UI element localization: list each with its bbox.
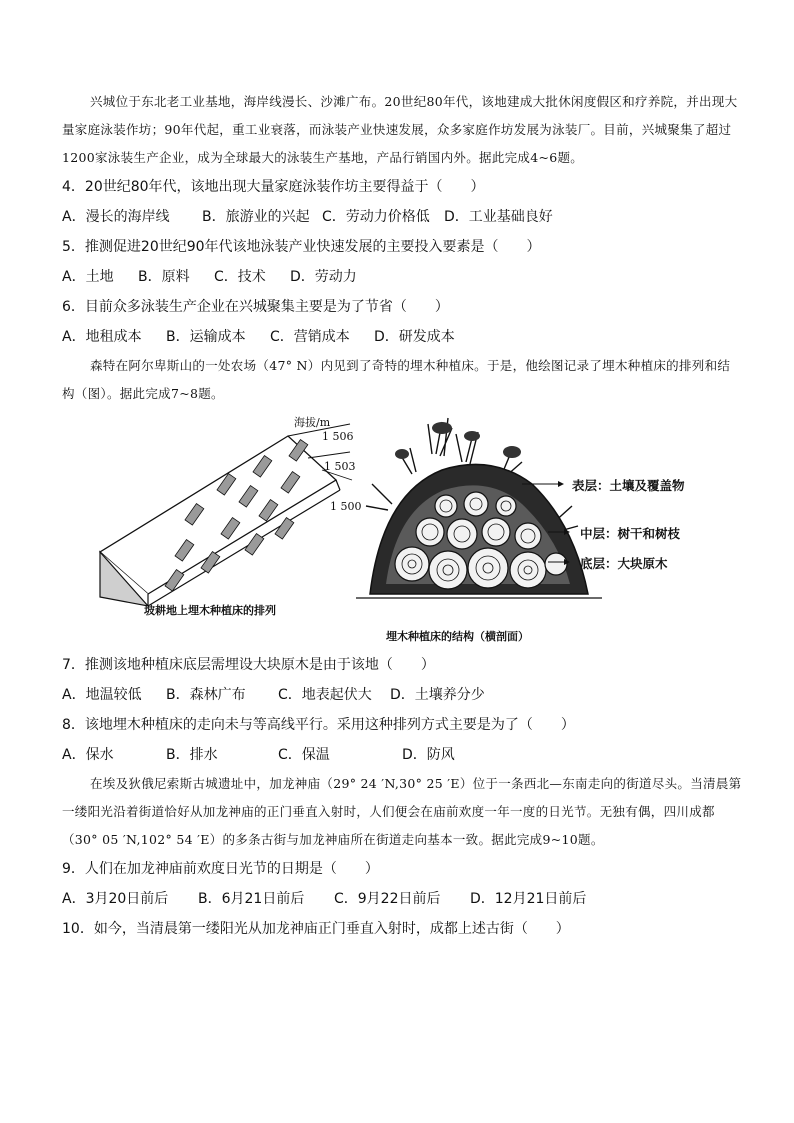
option-c: C．保温 — [278, 747, 330, 763]
option-b: B．森林广布 — [166, 687, 246, 703]
intro-paragraph-alps: 森特在阿尔卑斯山的一处农场（47° N）内见到了奇特的埋木种植床。于是，他绘图记录了埋木种植床的排列和结构（图）。据此完成7~8题。 — [62, 358, 731, 401]
option-d: D．防风 — [402, 747, 455, 763]
question-4: 4．20世纪80年代，该地出现大量家庭泳装作坊主要得益于（ ） — [62, 179, 485, 195]
question-9-options — [62, 884, 742, 914]
question-7-options — [62, 680, 742, 710]
question-9: 9．人们在加龙神庙前欢度日光节的日期是（ ） — [62, 861, 379, 877]
planting-bed-figure — [62, 414, 742, 646]
intro-paragraph-egypt: 在埃及狄俄尼索斯古城遗址中，加龙神庙（29° 24 ′N,30° 25 ′E）位于一条西北—东南走向的街道尽头。当清晨第一缕阳光沿着街道恰好从加龙神庙的正门垂直入射时，人们便会在庙前欢度一年一度的日光节。无独有偶，四川成都（30° 05 ′N,102° 54 ′E）的多条古街与加龙神庙所在街道走向基本一致。据此完成9~10题。 — [62, 776, 742, 847]
option-c: C．9月22日前后 — [334, 891, 441, 907]
question-7: 7．推测该地种植床底层需埋设大块原木是由于该地（ ） — [62, 657, 435, 673]
question-6: 6．目前众多泳装生产企业在兴城聚集主要是为了节省（ ） — [62, 299, 449, 315]
question-5: 5．推测促进20世纪90年代该地泳装产业快速发展的主要投入要素是（ ） — [62, 239, 541, 255]
option-a: A．地租成本 — [62, 329, 142, 345]
option-c: C．技术 — [214, 269, 266, 285]
exam-page — [62, 88, 742, 944]
right-figure-caption: 埋木种植床的结构（横剖面） — [386, 630, 529, 643]
option-a: A．土地 — [62, 269, 114, 285]
option-c: C．营销成本 — [270, 329, 350, 345]
option-c: C．劳动力价格低 — [322, 209, 430, 225]
bed-structure-cross-section — [352, 414, 612, 624]
option-a: A．漫长的海岸线 — [62, 209, 170, 225]
option-a: A．地温较低 — [62, 687, 142, 703]
option-b: B．原料 — [138, 269, 190, 285]
intro-paragraph-xingcheng: 兴城位于东北老工业基地，海岸线漫长、沙滩广布。20世纪80年代，该地建成大批休闲度假区和疗养院，并出现大量家庭泳装作坊；90年代起，重工业衰落，而泳装产业快速发展，众多家庭作坊发展为泳装厂。目前，兴城聚集了超过1200家泳装生产企业，成为全球最大的泳装生产基地，产品行销国内外。据此完成4~6题。 — [62, 94, 738, 165]
option-d: D．研发成本 — [374, 329, 455, 345]
altitude-axis-label: 海拔/m — [294, 416, 331, 429]
option-a: A．3月20日前后 — [62, 891, 169, 907]
option-d: D．土壤养分少 — [390, 687, 485, 703]
question-10: 10．如今，当清晨第一缕阳光从加龙神庙正门垂直入射时，成都上述古街（ ） — [62, 921, 570, 937]
question-6-options — [62, 322, 742, 352]
question-4-options — [62, 202, 742, 232]
option-b: B．6月21日前后 — [198, 891, 305, 907]
option-d: D．12月21日前后 — [470, 891, 587, 907]
option-b: B．旅游业的兴起 — [202, 209, 310, 225]
option-a: A．保水 — [62, 747, 114, 763]
altitude-tick-1506: 1 506 — [322, 430, 354, 443]
option-c: C．地表起伏大 — [278, 687, 372, 703]
layer-label-bottom: 底层：大块原木 — [580, 556, 668, 571]
question-8: 8．该地埋木种植床的走向未与等高线平行。采用这种排列方式主要是为了（ ） — [62, 717, 575, 733]
option-b: B．运输成本 — [166, 329, 246, 345]
option-d: D．劳动力 — [290, 269, 357, 285]
option-d: D．工业基础良好 — [444, 209, 553, 225]
question-8-options — [62, 740, 742, 770]
layer-label-top: 表层：土壤及覆盖物 — [572, 478, 685, 493]
left-figure-caption: 坡耕地上埋木种植床的排列 — [144, 604, 276, 617]
question-5-options — [62, 262, 742, 292]
option-b: B．排水 — [166, 747, 218, 763]
altitude-tick-1503: 1 503 — [324, 460, 356, 473]
layer-label-middle: 中层：树干和树枝 — [580, 526, 681, 541]
altitude-tick-1500: 1 500 — [330, 500, 362, 513]
